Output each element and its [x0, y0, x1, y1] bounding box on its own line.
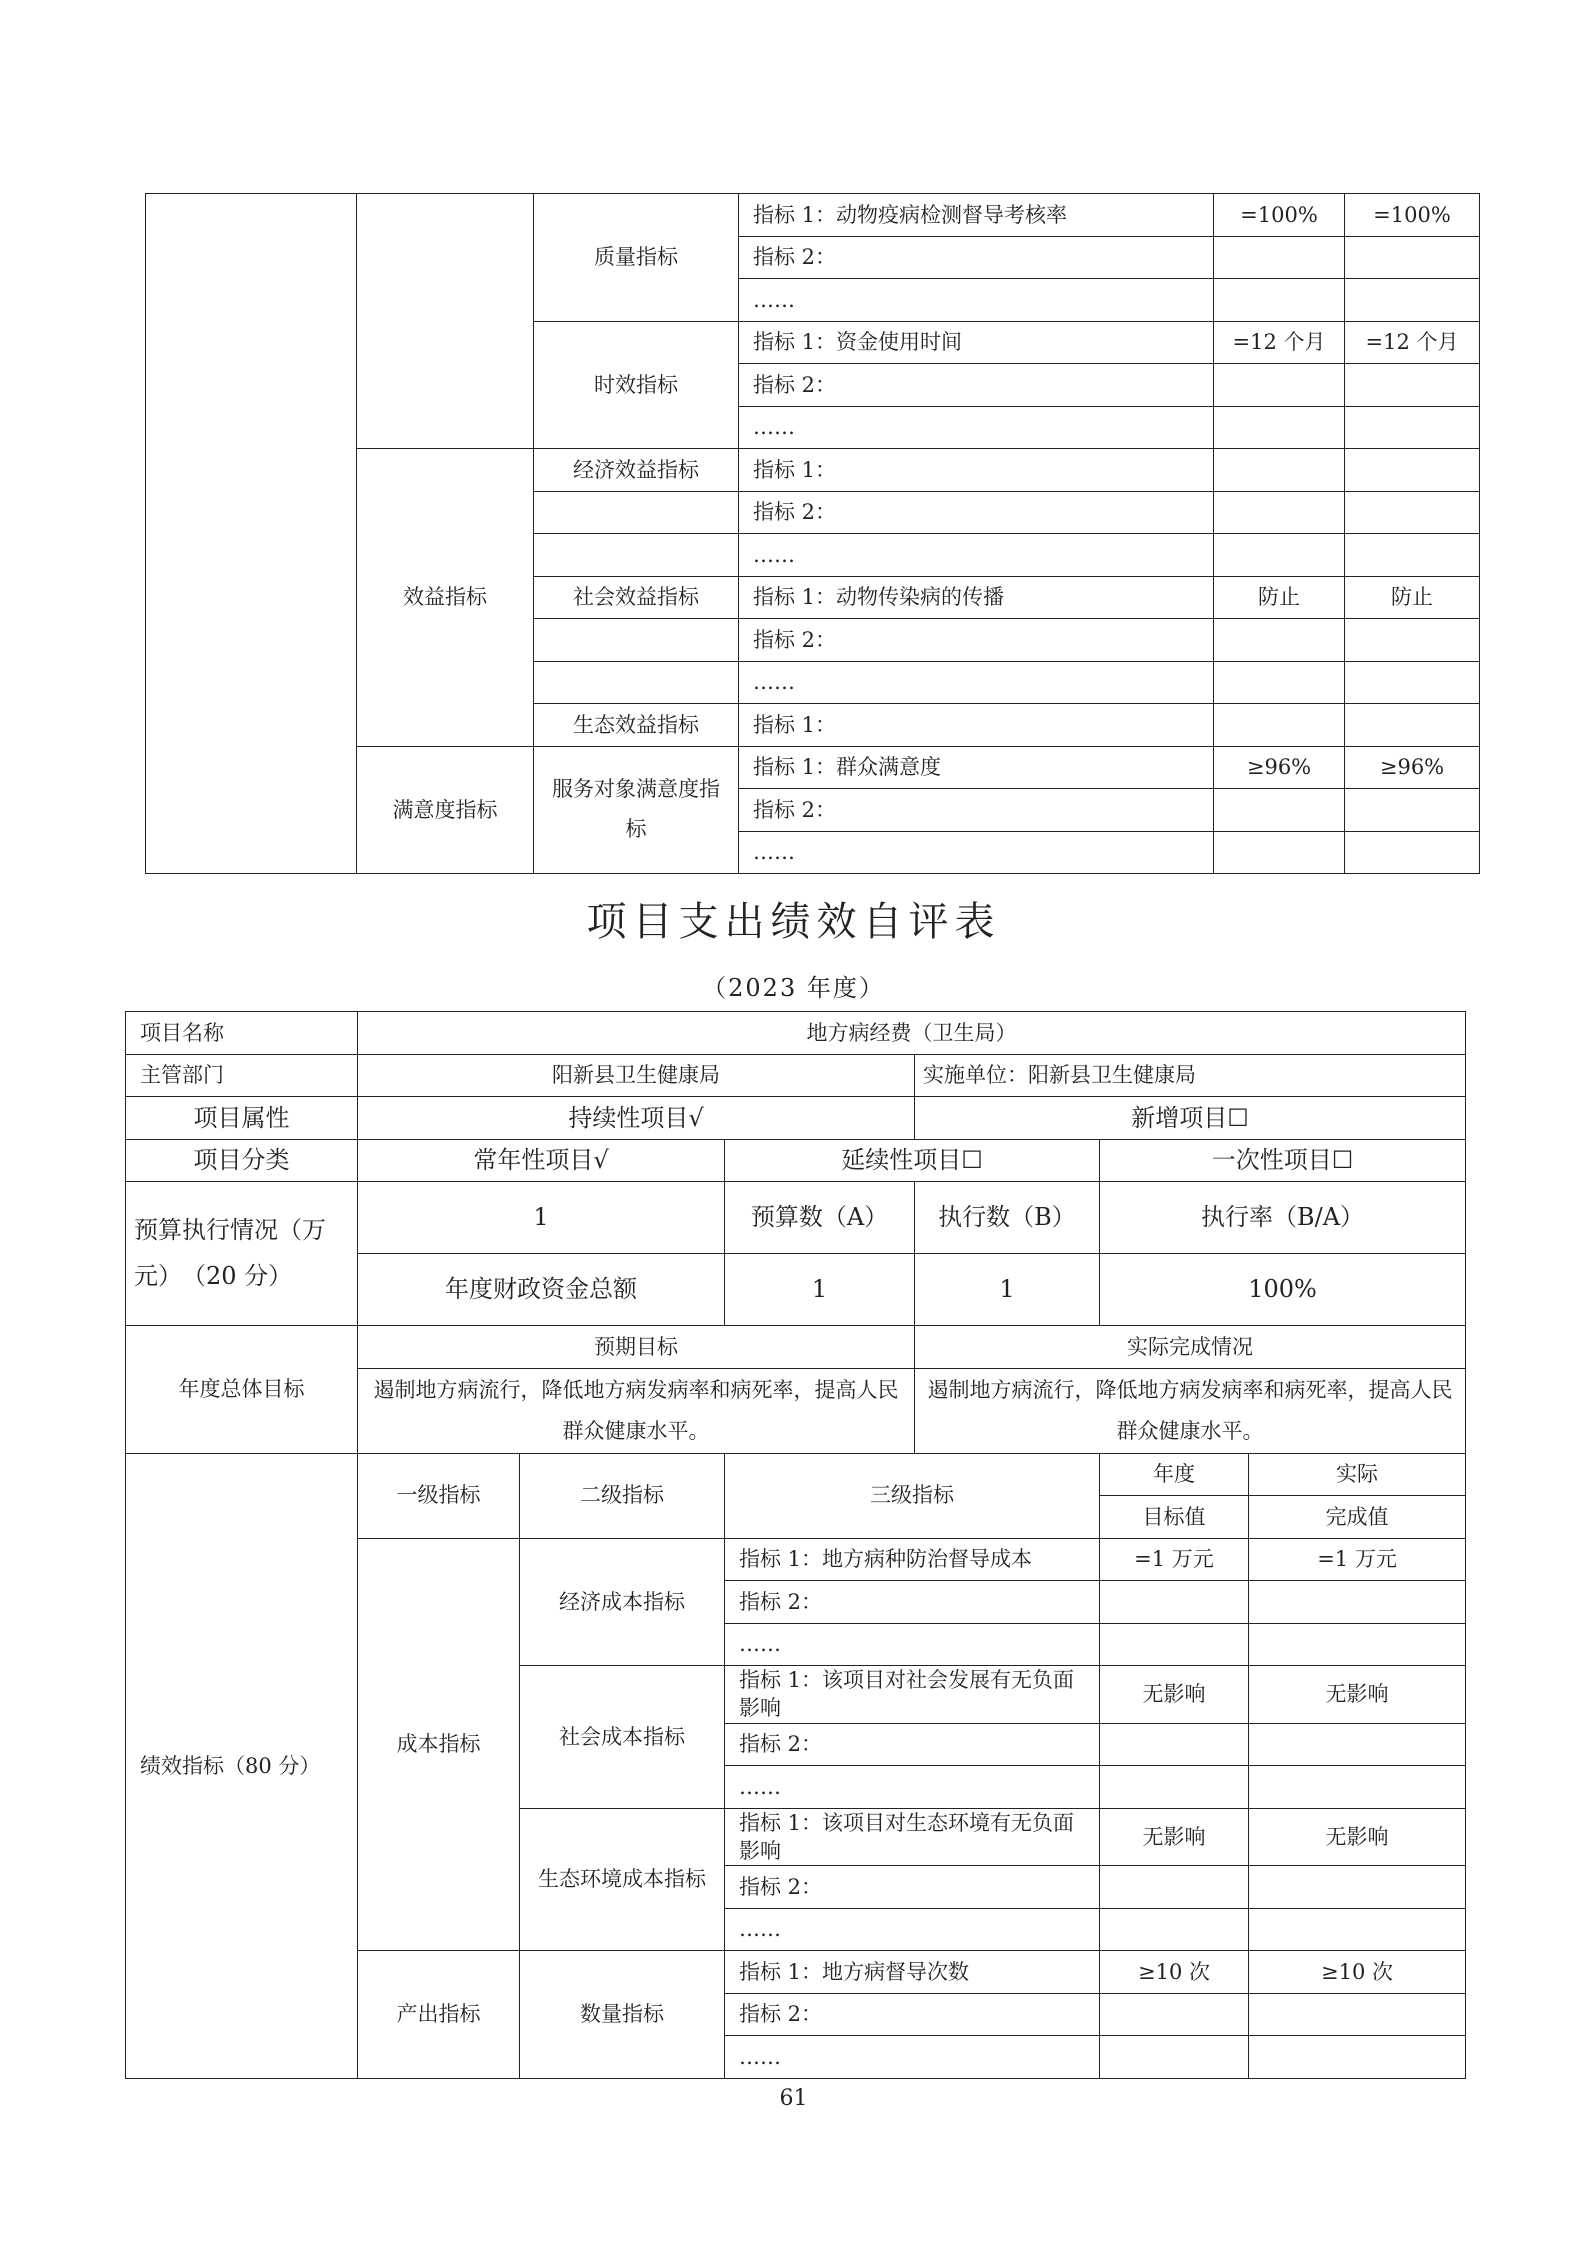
level2-economic-cost: 经济成本指标 — [520, 1538, 725, 1666]
empty-cell — [534, 534, 739, 577]
actual-completion-header: 实际完成情况 — [915, 1326, 1466, 1369]
indicator-name: 指标 2： — [739, 236, 1214, 279]
actual-value — [1249, 1623, 1466, 1666]
target-value — [1100, 1623, 1249, 1666]
budget-col0: 1 — [358, 1182, 725, 1254]
indicator-name: …… — [725, 1766, 1100, 1809]
target-value: ≥96% — [1214, 746, 1345, 789]
empty-level0-cell — [146, 194, 357, 874]
actual-value — [1345, 534, 1480, 577]
target-value — [1214, 704, 1345, 747]
indicator-name: …… — [725, 1623, 1100, 1666]
header-level2: 二级指标 — [520, 1453, 725, 1538]
actual-value — [1345, 704, 1480, 747]
indicator-name: 指标 1：资金使用时间 — [739, 321, 1214, 364]
actual-value: ≥10 次 — [1249, 1951, 1466, 1994]
actual-value — [1249, 1993, 1466, 2036]
actual-value: =12 个月 — [1345, 321, 1480, 364]
target-value: =12 个月 — [1214, 321, 1345, 364]
budget-header: 预算数（A） — [725, 1182, 915, 1254]
class-extended: 延续性项目☐ — [725, 1139, 1100, 1182]
indicator-name: …… — [725, 1908, 1100, 1951]
actual-value — [1249, 1766, 1466, 1809]
level1-output: 产出指标 — [358, 1951, 520, 2079]
level1-benefit: 效益指标 — [357, 449, 534, 747]
target-value — [1100, 2036, 1249, 2079]
target-value: =1 万元 — [1100, 1538, 1249, 1581]
execution-header: 执行数（B） — [915, 1182, 1100, 1254]
header-actual-bottom: 完成值 — [1249, 1496, 1466, 1539]
actual-value: =1 万元 — [1249, 1538, 1466, 1581]
target-value — [1214, 406, 1345, 449]
empty-cell — [534, 661, 739, 704]
header-level1: 一级指标 — [358, 1453, 520, 1538]
target-value — [1100, 1866, 1249, 1909]
target-value — [1214, 534, 1345, 577]
target-value: ≥10 次 — [1100, 1951, 1249, 1994]
level2-social-cost: 社会成本指标 — [520, 1666, 725, 1809]
actual-value — [1345, 661, 1480, 704]
actual-value — [1249, 1581, 1466, 1624]
page-title: 项目支出绩效自评表 — [586, 899, 1001, 945]
actual-value: 无影响 — [1249, 1808, 1466, 1866]
actual-value: ≥96% — [1345, 746, 1480, 789]
target-value — [1100, 1723, 1249, 1766]
annual-funds-label: 年度财政资金总额 — [358, 1254, 725, 1326]
indicator-name: …… — [739, 534, 1214, 577]
target-value — [1100, 1993, 1249, 2036]
header-target-bottom: 目标值 — [1100, 1496, 1249, 1539]
target-value: 无影响 — [1100, 1808, 1249, 1866]
level2-timeliness: 时效指标 — [534, 321, 739, 449]
indicator-name: 指标 1： — [739, 449, 1214, 492]
actual-value: 防止 — [1345, 576, 1480, 619]
target-value — [1214, 789, 1345, 832]
empty-cell — [534, 491, 739, 534]
department-value: 阳新县卫生健康局 — [358, 1054, 915, 1097]
implementing-unit: 实施单位：阳新县卫生健康局 — [915, 1054, 1466, 1097]
project-name-value: 地方病经费（卫生局） — [358, 1012, 1466, 1055]
actual-value — [1345, 406, 1480, 449]
level2-social-benefit: 社会效益指标 — [534, 576, 739, 619]
level2-quantity: 数量指标 — [520, 1951, 725, 2079]
level1-cost: 成本指标 — [358, 1538, 520, 1951]
indicator-name: 指标 2： — [739, 619, 1214, 662]
page-subtitle: （2023 年度） — [702, 974, 885, 1002]
actual-value: =100% — [1345, 194, 1480, 237]
indicator-name: 指标 1：地方病种防治督导成本 — [725, 1538, 1100, 1581]
empty-level1-cell — [357, 194, 534, 449]
indicator-name: …… — [739, 279, 1214, 322]
annual-goal-label: 年度总体目标 — [126, 1326, 358, 1454]
target-value — [1100, 1581, 1249, 1624]
actual-value — [1345, 789, 1480, 832]
execution-value: 1 — [915, 1254, 1100, 1326]
indicator-name: 指标 1：动物传染病的传播 — [739, 576, 1214, 619]
budget-value: 1 — [725, 1254, 915, 1326]
actual-value — [1249, 2036, 1466, 2079]
expected-goal-header: 预期目标 — [358, 1326, 915, 1369]
indicator-name: 指标 1：群众满意度 — [739, 746, 1214, 789]
project-attribute-label: 项目属性 — [126, 1097, 358, 1140]
target-value — [1214, 449, 1345, 492]
attribute-new: 新增项目☐ — [915, 1097, 1466, 1140]
target-value — [1214, 831, 1345, 874]
class-regular: 常年性项目√ — [358, 1139, 725, 1182]
indicator-name: 指标 2： — [739, 491, 1214, 534]
indicator-name: 指标 1：动物疫病检测督导考核率 — [739, 194, 1214, 237]
indicator-name: …… — [725, 2036, 1100, 2079]
level2-economic-benefit: 经济效益指标 — [534, 449, 739, 492]
target-value — [1100, 1908, 1249, 1951]
level2-quality: 质量指标 — [534, 194, 739, 322]
execution-rate-header: 执行率（B/A） — [1100, 1182, 1466, 1254]
indicator-name: 指标 1： — [739, 704, 1214, 747]
actual-value — [1345, 831, 1480, 874]
execution-rate-value: 100% — [1100, 1254, 1466, 1326]
actual-value — [1249, 1723, 1466, 1766]
target-value: 防止 — [1214, 576, 1345, 619]
target-value — [1214, 619, 1345, 662]
actual-value — [1345, 619, 1480, 662]
actual-completion-text: 遏制地方病流行，降低地方病发病率和病死率，提高人民群众健康水平。 — [915, 1368, 1466, 1453]
department-label: 主管部门 — [126, 1054, 358, 1097]
attribute-continuing: 持续性项目√ — [358, 1097, 915, 1140]
level2-ecological-benefit: 生态效益指标 — [534, 704, 739, 747]
header-actual-top: 实际 — [1249, 1453, 1466, 1496]
expected-goal-text: 遏制地方病流行，降低地方病发病率和病死率，提高人民群众健康水平。 — [358, 1368, 915, 1453]
level2-ecological-cost: 生态环境成本指标 — [520, 1808, 725, 1951]
target-value — [1214, 279, 1345, 322]
level1-satisfaction: 满意度指标 — [357, 746, 534, 874]
target-value — [1100, 1766, 1249, 1809]
target-value — [1214, 491, 1345, 534]
indicator-name: …… — [739, 661, 1214, 704]
empty-cell — [534, 619, 739, 662]
project-name-label: 项目名称 — [126, 1012, 358, 1055]
indicator-name: 指标 2： — [725, 1866, 1100, 1909]
class-once: 一次性项目☐ — [1100, 1139, 1466, 1182]
actual-value — [1345, 491, 1480, 534]
indicator-name: 指标 2： — [725, 1993, 1100, 2036]
target-value — [1214, 661, 1345, 704]
target-value: =100% — [1214, 194, 1345, 237]
page-number: 61 — [779, 2086, 808, 2111]
target-value: 无影响 — [1100, 1666, 1249, 1724]
actual-value — [1345, 364, 1480, 407]
actual-value: 无影响 — [1249, 1666, 1466, 1724]
actual-value — [1345, 449, 1480, 492]
indicator-name: 指标 1：该项目对社会发展有无负面影响 — [725, 1666, 1100, 1724]
performance-indicators-label: 绩效指标（80 分） — [126, 1453, 358, 2078]
header-level3: 三级指标 — [725, 1453, 1100, 1538]
indicator-name: …… — [739, 406, 1214, 449]
indicator-name: 指标 2： — [725, 1723, 1100, 1766]
actual-value — [1249, 1908, 1466, 1951]
level2-service-satisfaction: 服务对象满意度指标 — [534, 746, 739, 874]
indicator-name: 指标 1：地方病督导次数 — [725, 1951, 1100, 1994]
target-value — [1214, 364, 1345, 407]
indicator-name: 指标 2： — [725, 1581, 1100, 1624]
continued-indicator-table — [145, 193, 1480, 874]
indicator-name: 指标 2： — [739, 789, 1214, 832]
budget-execution-label: 预算执行情况（万元） （20 分） — [126, 1182, 358, 1326]
header-target-top: 年度 — [1100, 1453, 1249, 1496]
actual-value — [1345, 279, 1480, 322]
indicator-name: 指标 2： — [739, 364, 1214, 407]
actual-value — [1249, 1866, 1466, 1909]
target-value — [1214, 236, 1345, 279]
indicator-name: …… — [739, 831, 1214, 874]
self-evaluation-table — [125, 1011, 1466, 2079]
indicator-name: 指标 1：该项目对生态环境有无负面影响 — [725, 1808, 1100, 1866]
actual-value — [1345, 236, 1480, 279]
project-class-label: 项目分类 — [126, 1139, 358, 1182]
